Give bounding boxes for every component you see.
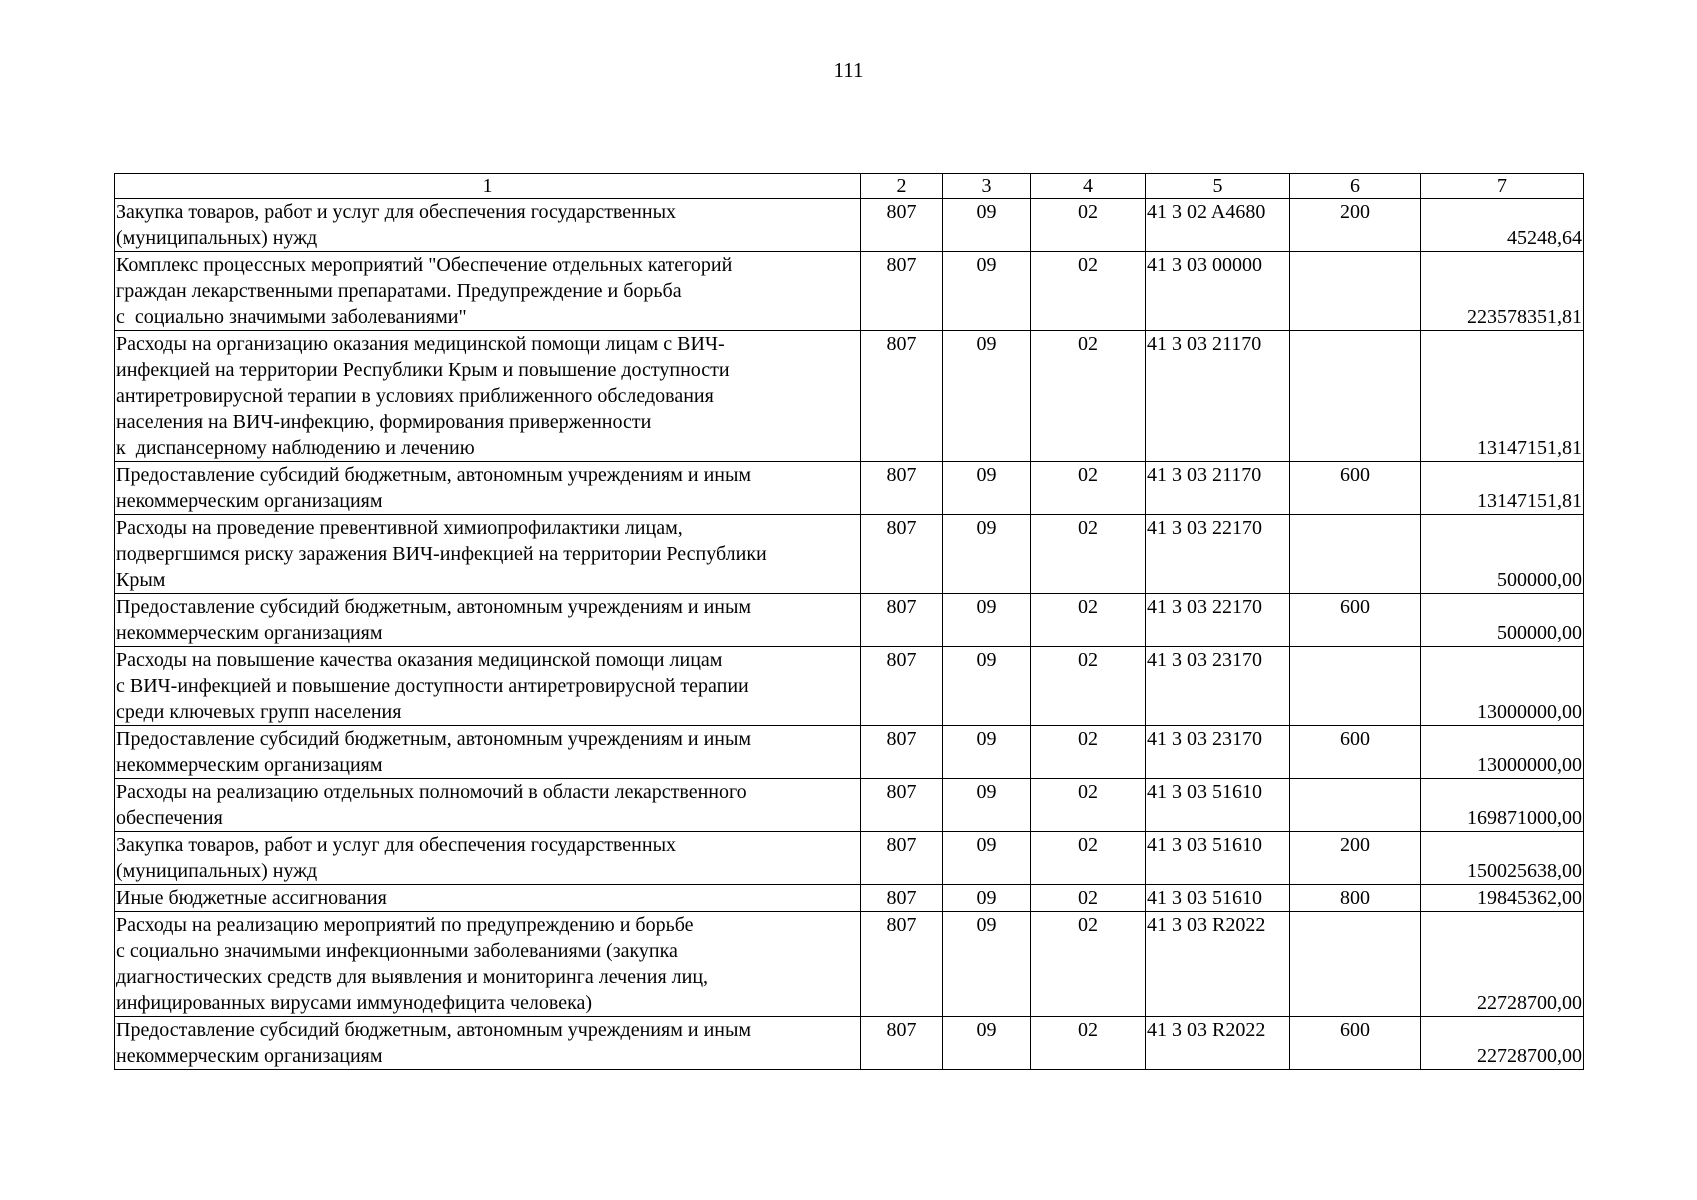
ministry-code: 807 (861, 779, 943, 832)
expense-name-line: Закупка товаров, работ и услуг для обеспечения государственных (116, 834, 677, 856)
subsection-code: 02 (1031, 832, 1146, 885)
target-article-code: 41 3 03 51610 (1146, 885, 1290, 912)
subsection-code: 02 (1031, 726, 1146, 779)
section-code: 09 (943, 252, 1031, 331)
section-code: 09 (943, 199, 1031, 252)
expense-name (115, 726, 861, 779)
table-row (115, 779, 1584, 832)
ministry-code: 807 (861, 726, 943, 779)
table-row (115, 912, 1584, 1017)
expense-name-line: с социально значимыми инфекционными заболеваниями (закупка (116, 940, 678, 962)
subsection-code: 02 (1031, 885, 1146, 912)
subsection-code: 02 (1031, 912, 1146, 1017)
subsection-code: 02 (1031, 199, 1146, 252)
section-code: 09 (943, 647, 1031, 726)
expense-name-line: Расходы на проведение превентивной химиопрофилактики лицам, (116, 517, 683, 539)
expense-name (115, 832, 861, 885)
expense-name-line: Иные бюджетные ассигнования (116, 887, 387, 909)
amount: 13147151,81 (1421, 331, 1584, 462)
subsection-code: 02 (1031, 1017, 1146, 1070)
expense-type-code: 200 (1290, 832, 1421, 885)
expense-name (115, 779, 861, 832)
amount: 13147151,81 (1421, 462, 1584, 515)
ministry-code: 807 (861, 199, 943, 252)
subsection-code: 02 (1031, 594, 1146, 647)
target-article-code: 41 3 02 A4680 (1146, 199, 1290, 252)
expense-name-line: некоммерческим организациям (116, 754, 383, 776)
expense-type-code: 800 (1290, 885, 1421, 912)
target-article-code: 41 3 03 00000 (1146, 252, 1290, 331)
amount: 500000,00 (1421, 594, 1584, 647)
section-code: 09 (943, 331, 1031, 462)
subsection-code: 02 (1031, 515, 1146, 594)
table-row (115, 594, 1584, 647)
expense-name (115, 252, 861, 331)
expense-type-code: 600 (1290, 594, 1421, 647)
expense-name-line: антиретровирусной терапии в условиях приближенного обследования (116, 385, 714, 407)
expense-name (115, 515, 861, 594)
expense-name-line: некоммерческим организациям (116, 1045, 383, 1067)
table-header-row (115, 174, 1584, 199)
section-code: 09 (943, 594, 1031, 647)
ministry-code: 807 (861, 515, 943, 594)
amount: 223578351,81 (1421, 252, 1584, 331)
target-article-code: 41 3 03 51610 (1146, 779, 1290, 832)
expense-name-line: подвергшимся риску заражения ВИЧ-инфекцией на территории Республики (116, 543, 767, 565)
ministry-code: 807 (861, 912, 943, 1017)
expense-type-code: 600 (1290, 462, 1421, 515)
section-code: 09 (943, 779, 1031, 832)
expense-type-code: 600 (1290, 1017, 1421, 1070)
table-row (115, 885, 1584, 912)
expense-name-line: инфицированных вирусами иммунодефицита человека) (116, 992, 593, 1014)
expense-type-code: 200 (1290, 199, 1421, 252)
expense-type-code (1290, 912, 1421, 1017)
expense-name-line: Предоставление субсидий бюджетным, автономным учреждениям и иным (116, 1019, 752, 1041)
expense-name (115, 199, 861, 252)
amount: 13000000,00 (1421, 726, 1584, 779)
expense-name-line: (муниципальных) нужд (116, 860, 318, 882)
expense-name (115, 331, 861, 462)
amount: 22728700,00 (1421, 1017, 1584, 1070)
expense-type-code (1290, 252, 1421, 331)
expense-name-line: Расходы на организацию оказания медицинской помощи лицам с ВИЧ- (116, 333, 725, 355)
subsection-code: 02 (1031, 252, 1146, 331)
table-row (115, 462, 1584, 515)
ministry-code: 807 (861, 885, 943, 912)
amount: 500000,00 (1421, 515, 1584, 594)
ministry-code: 807 (861, 832, 943, 885)
amount: 45248,64 (1421, 199, 1584, 252)
section-code: 09 (943, 832, 1031, 885)
expense-name-line: среди ключевых групп населения (116, 701, 402, 723)
amount: 13000000,00 (1421, 647, 1584, 726)
expense-type-code: 600 (1290, 726, 1421, 779)
table-row (115, 647, 1584, 726)
expense-name-line: инфекцией на территории Республики Крым и повышение доступности (116, 359, 730, 381)
target-article-code: 41 3 03 21170 (1146, 462, 1290, 515)
expense-name (115, 885, 861, 912)
expense-name-line: с ВИЧ-инфекцией и повышение доступности антиретровирусной терапии (116, 675, 749, 697)
expense-type-code (1290, 647, 1421, 726)
column-header-2: 2 (861, 174, 943, 199)
table-row (115, 331, 1584, 462)
target-article-code: 41 3 03 23170 (1146, 726, 1290, 779)
amount: 19845362,00 (1421, 885, 1584, 912)
column-header-4: 4 (1031, 174, 1146, 199)
expense-name-line: с социально значимыми заболеваниями" (116, 306, 467, 328)
amount: 169871000,00 (1421, 779, 1584, 832)
target-article-code: 41 3 03 22170 (1146, 515, 1290, 594)
amount: 150025638,00 (1421, 832, 1584, 885)
target-article-code: 41 3 03 51610 (1146, 832, 1290, 885)
target-article-code: 41 3 03 23170 (1146, 647, 1290, 726)
expense-name-line: (муниципальных) нужд (116, 227, 318, 249)
section-code: 09 (943, 515, 1031, 594)
subsection-code: 02 (1031, 462, 1146, 515)
table-row (115, 252, 1584, 331)
expense-name (115, 462, 861, 515)
table-row (115, 832, 1584, 885)
expense-name-line: Комплекс процессных мероприятий "Обеспечение отдельных категорий (116, 254, 733, 276)
subsection-code: 02 (1031, 647, 1146, 726)
expense-name-line: граждан лекарственными препаратами. Предупреждение и борьба (116, 280, 682, 302)
section-code: 09 (943, 912, 1031, 1017)
target-article-code: 41 3 03 R2022 (1146, 1017, 1290, 1070)
table-row (115, 515, 1584, 594)
expense-name-line: некоммерческим организациям (116, 490, 383, 512)
expense-type-code (1290, 779, 1421, 832)
section-code: 09 (943, 726, 1031, 779)
budget-table (114, 173, 1584, 1070)
section-code: 09 (943, 462, 1031, 515)
section-code: 09 (943, 885, 1031, 912)
expense-type-code (1290, 331, 1421, 462)
target-article-code: 41 3 03 R2022 (1146, 912, 1290, 1017)
expense-name-line: диагностических средств для выявления и мониторинга лечения лиц, (116, 966, 709, 988)
ministry-code: 807 (861, 647, 943, 726)
expense-name-line: Предоставление субсидий бюджетным, автономным учреждениям и иным (116, 728, 752, 750)
amount: 22728700,00 (1421, 912, 1584, 1017)
subsection-code: 02 (1031, 779, 1146, 832)
expense-name-line: обеспечения (116, 807, 223, 829)
expense-name-line: населения на ВИЧ-инфекцию, формирования приверженности (116, 411, 652, 433)
expense-name (115, 912, 861, 1017)
expense-name-line: Расходы на реализацию отдельных полномочий в области лекарственного (116, 781, 747, 803)
expense-name-line: Расходы на повышение качества оказания медицинской помощи лицам (116, 649, 723, 671)
page-number: 111 (833, 58, 864, 82)
expense-name-line: Расходы на реализацию мероприятий по предупреждению и борьбе (116, 914, 694, 936)
column-header-6: 6 (1290, 174, 1421, 199)
expense-name-line: Предоставление субсидий бюджетным, автономным учреждениям и иным (116, 464, 752, 486)
table-row (115, 199, 1584, 252)
expense-name-line: некоммерческим организациям (116, 622, 383, 644)
expense-name-line: Закупка товаров, работ и услуг для обеспечения государственных (116, 201, 677, 223)
ministry-code: 807 (861, 1017, 943, 1070)
column-header-7: 7 (1421, 174, 1584, 199)
expense-name-line: Предоставление субсидий бюджетным, автономным учреждениям и иным (116, 596, 752, 618)
table-row (115, 726, 1584, 779)
expense-name-line: к диспансерному наблюдению и лечению (116, 437, 475, 459)
subsection-code: 02 (1031, 331, 1146, 462)
column-header-3: 3 (943, 174, 1031, 199)
target-article-code: 41 3 03 22170 (1146, 594, 1290, 647)
ministry-code: 807 (861, 594, 943, 647)
expense-name (115, 647, 861, 726)
column-header-5: 5 (1146, 174, 1290, 199)
expense-name-line: Крым (116, 569, 166, 591)
table-row (115, 1017, 1584, 1070)
ministry-code: 807 (861, 331, 943, 462)
ministry-code: 807 (861, 252, 943, 331)
target-article-code: 41 3 03 21170 (1146, 331, 1290, 462)
ministry-code: 807 (861, 462, 943, 515)
expense-type-code (1290, 515, 1421, 594)
section-code: 09 (943, 1017, 1031, 1070)
expense-name (115, 594, 861, 647)
column-header-1: 1 (115, 174, 861, 199)
expense-name (115, 1017, 861, 1070)
